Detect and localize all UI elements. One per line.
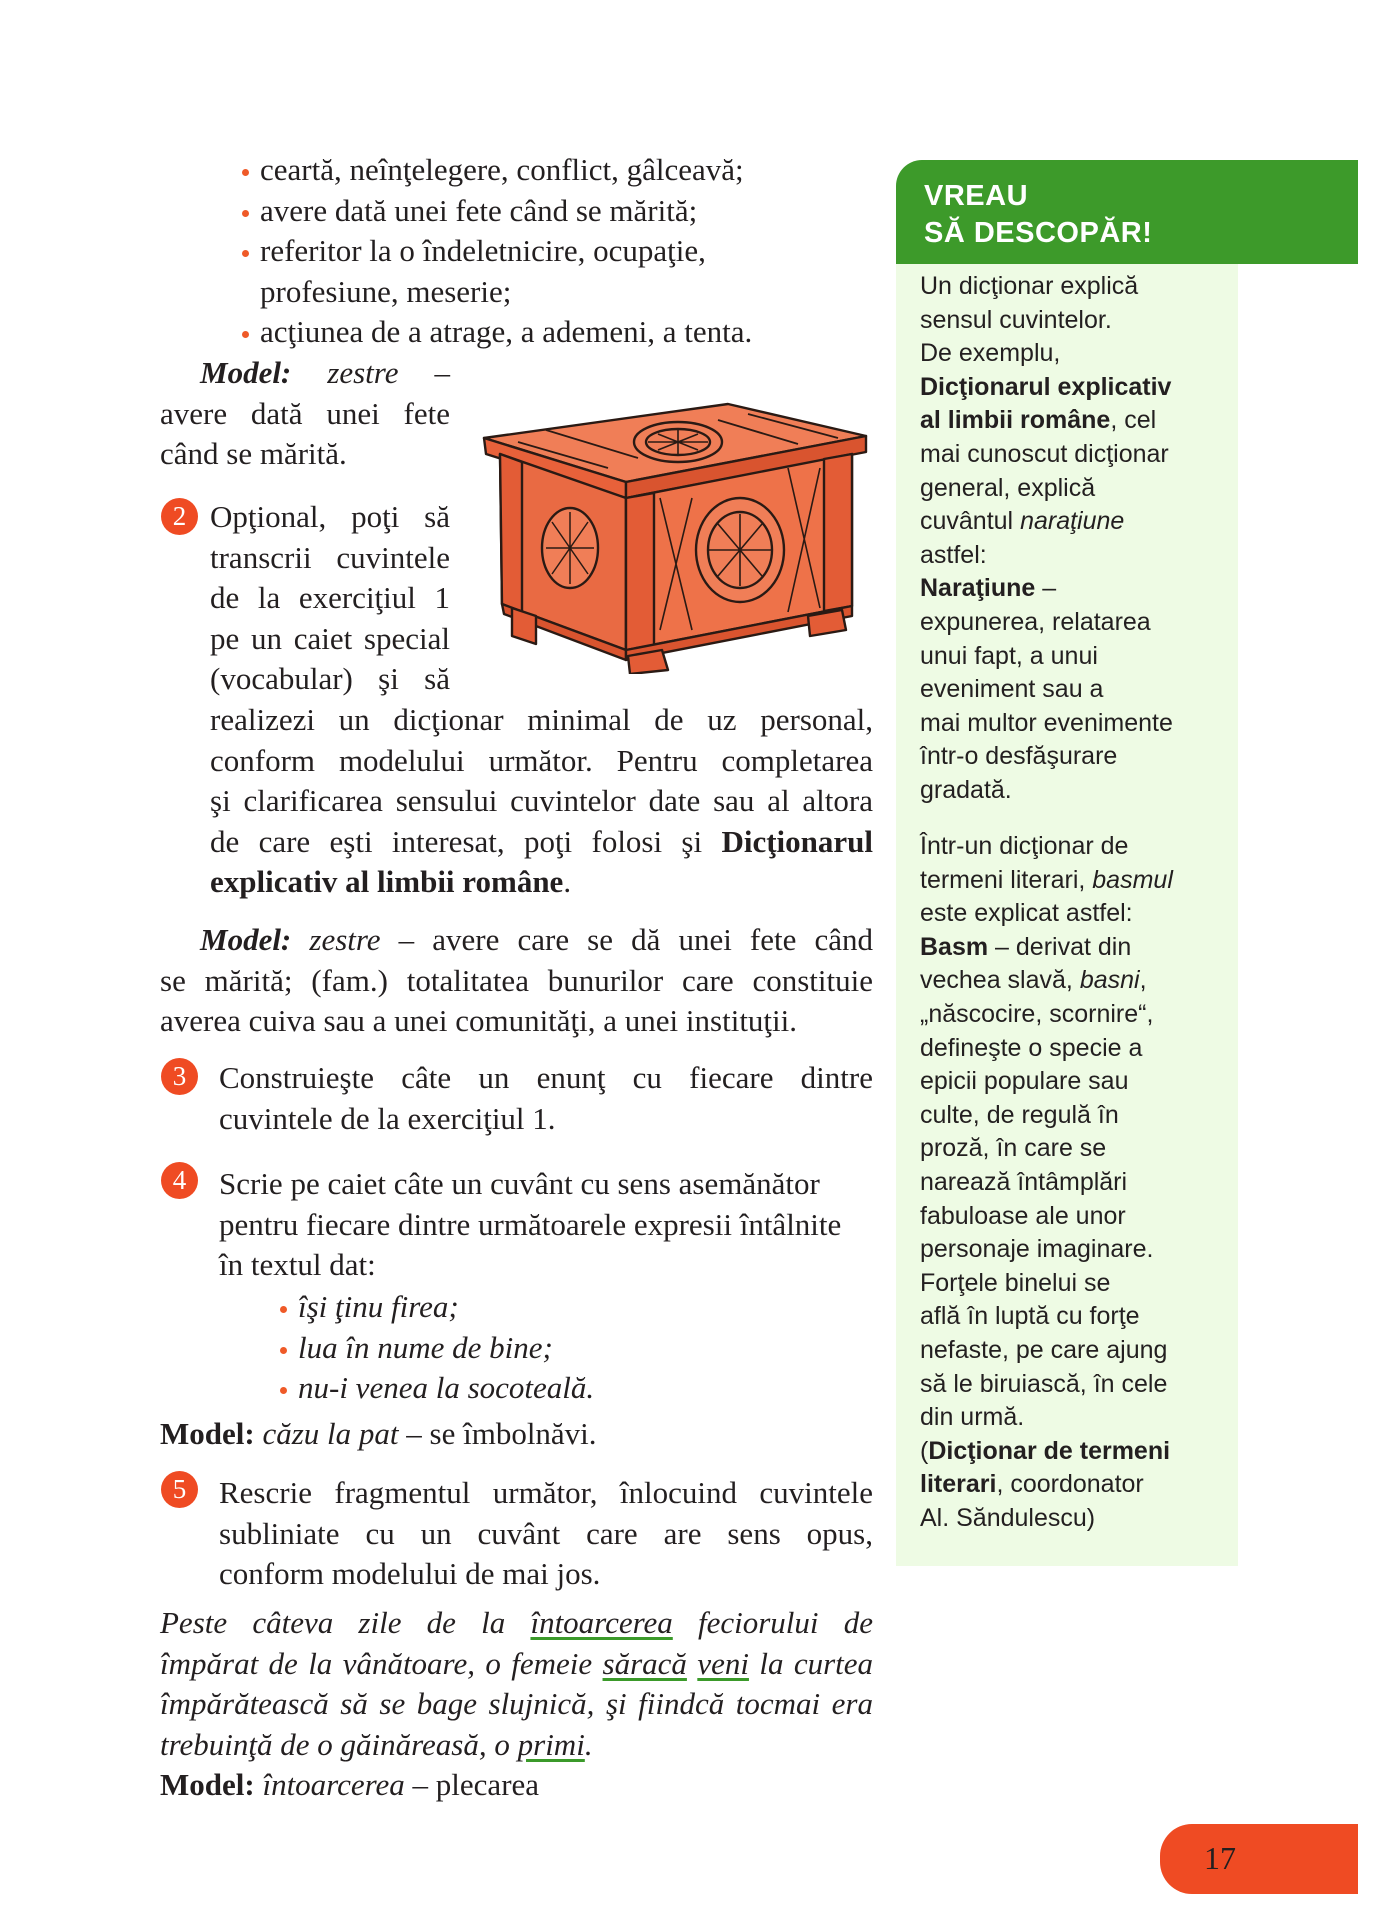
text-line: unui fapt, a unui	[920, 641, 1098, 670]
term: basni	[1079, 966, 1140, 995]
model-1	[160, 353, 450, 475]
text-line	[160, 1644, 873, 1685]
text-span: de care eşti interesat, poţi folosi şi	[210, 823, 703, 859]
model-text: – plecarea	[412, 1767, 540, 1802]
model-text: –	[434, 355, 451, 390]
model-4	[160, 1765, 539, 1806]
dictionary-title: Dicţionarul	[721, 823, 873, 859]
text-line: află în luptă cu forţe	[920, 1302, 1140, 1331]
text-span: –	[1035, 574, 1057, 603]
text-span: feciorului de	[698, 1605, 873, 1640]
source-title: Dicţionar de termeni	[928, 1436, 1171, 1465]
model-label: Model:	[200, 922, 292, 957]
text-line	[920, 371, 1220, 405]
text-line: Un dicţionar explică	[920, 272, 1139, 300]
exercise-number-badge: 4	[161, 1162, 198, 1199]
text-span: , cel	[1110, 406, 1157, 435]
exercise-5-text	[219, 1473, 873, 1595]
model-text: – se îmbolnăvi.	[406, 1416, 597, 1451]
sidebar-paragraph-1	[920, 270, 1220, 808]
source-title: literari	[920, 1470, 997, 1499]
exercise-4-text	[219, 1164, 873, 1286]
text-line: defineşte o specie a	[920, 1033, 1143, 1062]
text-line: Într-un dicţionar de	[920, 832, 1129, 860]
model-word: căzu la pat	[262, 1416, 399, 1451]
text-line: fabuloase ale unor	[920, 1201, 1126, 1230]
text-fragment	[160, 1603, 873, 1765]
model-text: averea cuiva sau a unei comunităţi, a unei instituţii.	[160, 1003, 798, 1038]
text-line: de la exerciţiul 1	[210, 580, 450, 615]
text-line: din urmă.	[920, 1403, 1025, 1432]
list-item: avere dată unei fete când se mărită;	[240, 191, 880, 232]
text-line: general, explică	[920, 473, 1096, 502]
underlined-word: primi	[517, 1726, 585, 1762]
punct: (	[920, 1436, 929, 1465]
exercise-2-text-wide	[210, 700, 873, 903]
text-line: Rescrie fragmentul următor, înlocuind cuvintele	[219, 1475, 873, 1510]
text-line	[920, 404, 1220, 438]
text-line: gradată.	[920, 775, 1012, 804]
text-line	[920, 572, 1220, 606]
text-line: realizezi un dicţionar minimal de uz personal,	[210, 702, 873, 737]
punct: ,	[1139, 966, 1147, 995]
text-line	[210, 862, 873, 903]
page-number-tab	[1160, 1824, 1358, 1894]
model-word: zestre	[309, 922, 381, 957]
model-word: zestre	[327, 355, 399, 390]
exercise-2-text	[210, 497, 450, 700]
text-span: , coordonator	[996, 1470, 1144, 1499]
punct: .	[584, 1726, 593, 1762]
text-line: conform modelului următor. Pentru completarea	[210, 742, 873, 778]
text-span: – derivat din	[988, 932, 1132, 961]
text-span: trebuinţă de o găinăreasă, o	[160, 1726, 510, 1762]
text-line: împărătească să se bage slujnică, şi fiindcă tocmai era	[160, 1686, 873, 1721]
title-line: SĂ DESCOPĂR!	[924, 217, 1153, 249]
text-line: subliniate cu un cuvânt care are sens opus,	[219, 1515, 873, 1551]
exercise-number-badge: 2	[161, 498, 198, 535]
text-line	[920, 931, 1220, 965]
sidebar-paragraph-2	[920, 830, 1220, 1535]
exercise-4-expressions	[278, 1287, 594, 1409]
term: Basm	[920, 932, 989, 961]
text-line: Forţele binelui se	[920, 1268, 1111, 1297]
text-line: conform modelului de mai jos.	[219, 1556, 601, 1591]
model-3	[160, 1414, 597, 1455]
text-line: este explicat astfel:	[920, 899, 1133, 928]
model-text: avere dată unei fete	[160, 395, 450, 431]
text-line: sensul cuvintelor.	[920, 305, 1112, 334]
list-item: nu-i venea la socoteală.	[278, 1368, 594, 1409]
list-item: îşi ţinu firea;	[278, 1287, 594, 1328]
text-line: eveniment sau a	[920, 675, 1104, 704]
text-line: „născocire, scornire“,	[920, 999, 1154, 1028]
text-line	[920, 864, 1220, 898]
model-word: întoarcerea	[262, 1767, 405, 1802]
term: naraţiune	[1020, 507, 1125, 536]
text-line	[210, 822, 873, 863]
text-span: vechea slavă,	[920, 966, 1073, 995]
text-line: cuvintele de la exerciţiul 1.	[219, 1100, 556, 1136]
exercise-1-definitions	[240, 150, 880, 353]
text-line: astfel:	[920, 540, 987, 569]
sidebar-box	[896, 264, 1238, 1566]
underlined-word: săracă	[602, 1645, 687, 1681]
text-span: la curtea	[759, 1645, 874, 1681]
text-line: epicii populare sau	[920, 1067, 1129, 1096]
text-line: într-o desfăşurare	[920, 742, 1118, 771]
text-line: şi clarificarea sensului cuvintelor date sau al altora	[210, 783, 873, 818]
model-text: se mărită; (fam.) totalitatea bunurilor care constituie	[160, 962, 873, 998]
text-line: proză, în care se	[920, 1134, 1107, 1163]
text-line: mai cunoscut dicţionar	[920, 439, 1169, 468]
text-line: De exemplu,	[920, 339, 1061, 368]
text-line	[160, 1725, 873, 1766]
underlined-word: veni	[697, 1645, 749, 1681]
text-line: transcrii cuvintele	[210, 539, 450, 575]
exercise-number-badge: 3	[161, 1058, 198, 1095]
dictionary-title: Dicţionarul explicativ	[920, 372, 1172, 401]
text-line: pentru fiecare dintre următoarele expresii întâlnite	[219, 1206, 842, 1242]
text-line: Construieşte câte un enunţ cu fiecare dintre	[219, 1060, 873, 1095]
list-item: lua în nume de bine;	[278, 1328, 594, 1369]
text-span: cuvântul	[920, 507, 1014, 536]
text-line	[160, 1603, 873, 1644]
text-line: (vocabular) şi să	[210, 661, 450, 696]
text-line: expunerea, relatarea	[920, 607, 1151, 636]
text-line: în textul dat:	[219, 1247, 376, 1282]
dictionary-title: explicativ al limbii române	[210, 864, 564, 899]
exercise-3-text	[219, 1058, 873, 1139]
title-line: VREAU	[924, 180, 1029, 212]
model-label: Model:	[160, 1767, 255, 1802]
sidebar-header	[896, 160, 1358, 264]
text-line: culte, de regulă în	[920, 1100, 1119, 1129]
term: Naraţiune	[920, 574, 1036, 603]
list-item: referitor la o îndeletnicire, ocupaţie,	[240, 231, 880, 272]
punct: .	[563, 864, 572, 899]
text-span: Peste câteva zile de la	[160, 1605, 506, 1640]
text-line: Al. Săndulescu)	[920, 1503, 1096, 1532]
model-label: Model:	[200, 355, 292, 390]
text-line: personaje imaginare.	[920, 1235, 1154, 1264]
text-span: termeni literari,	[920, 865, 1086, 894]
exercise-number-badge: 5	[161, 1471, 198, 1508]
model-label: Model:	[160, 1416, 255, 1451]
list-item: ceartă, neînţelegere, conflict, gâlceavă;	[240, 150, 880, 191]
underlined-word: întoarcerea	[530, 1605, 673, 1640]
text-line: narează întâmplări	[920, 1167, 1128, 1196]
page-number: 17	[1204, 1840, 1236, 1876]
text-line: Scrie pe caiet câte un cuvânt cu sens asemănător	[219, 1166, 820, 1201]
model-text: – avere care se dă unei fete când	[398, 922, 874, 957]
model-text: când se mărită.	[160, 436, 347, 471]
dowry-chest-illustration	[478, 398, 874, 674]
text-line	[920, 505, 1220, 539]
term: basmul	[1092, 865, 1173, 894]
list-item: acţiunea de a atrage, a ademeni, a tenta.	[240, 312, 880, 353]
text-line: nefaste, pe care ajung	[920, 1335, 1168, 1364]
text-line	[920, 964, 1220, 998]
text-line: pe un caiet special	[210, 620, 450, 656]
text-line	[920, 1468, 1220, 1502]
dictionary-title: al limbii române	[920, 406, 1111, 435]
text-line: mai multor evenimente	[920, 708, 1173, 737]
text-line: să le biruiască, în cele	[920, 1369, 1168, 1398]
text-span: împărat de la vânătoare, o femeie	[160, 1645, 593, 1681]
text-line	[920, 1435, 1220, 1469]
text-line: Opţional, poţi să	[210, 499, 450, 534]
model-2	[160, 920, 873, 1042]
list-item-continuation: profesiune, meserie;	[260, 273, 512, 309]
sidebar-title	[924, 178, 1152, 252]
